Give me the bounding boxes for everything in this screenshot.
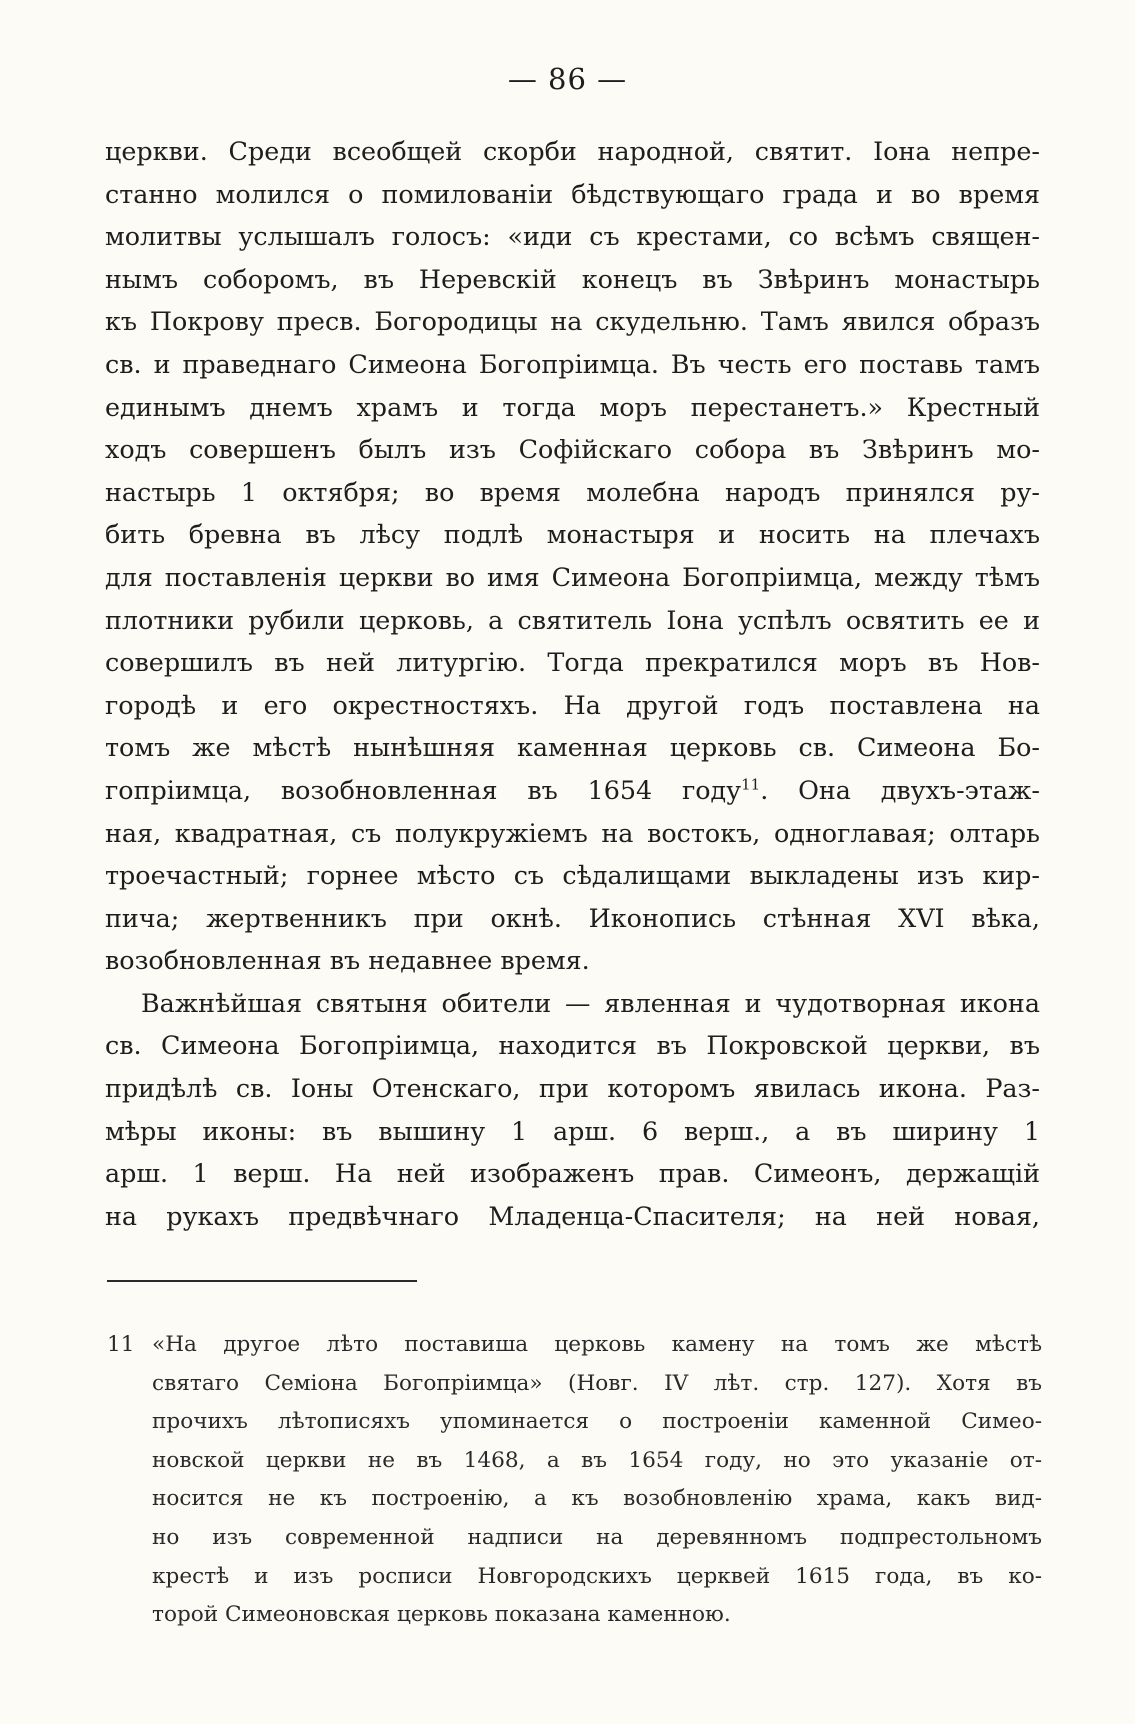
- footnote-line: носится не къ построенію, а къ возобновленію храма, какъ вид-: [152, 1486, 1042, 1512]
- footnote-line: но изъ современной надписи на деревянномъ подпрестольномъ: [152, 1524, 1042, 1550]
- text-line: бить бревна въ лѣсу подлѣ монастыря и носить на плечахъ: [105, 519, 1040, 550]
- text-line-with-footnote-ref: [105, 769, 1040, 812]
- text-line: томъ же мѣстѣ нынѣшняя каменная церковь св. Симеона Бо-: [105, 732, 1040, 763]
- footnote-line: крестѣ и изъ росписи Новгородскихъ церквей 1615 года, въ ко-: [152, 1563, 1042, 1589]
- text-line: городѣ и его окрестностяхъ. На другой годъ поставлена на: [105, 689, 1040, 720]
- footnote-reference: 11: [741, 775, 761, 794]
- footnote: [107, 1326, 1042, 1635]
- body-text: [105, 130, 1040, 1237]
- text-line: придѣлѣ св. Іоны Отенскаго, при которомъ явилась икона. Раз-: [105, 1073, 1040, 1104]
- text-line: на рукахъ предвѣчнаго Младенца-Спасителя; на ней новая,: [105, 1200, 1040, 1231]
- footnote-marker: 11: [107, 1332, 135, 1357]
- text-line: плотники рубили церковь, а святитель Іона успѣлъ освятить ее и: [105, 604, 1040, 635]
- text-line: къ Покрову пресв. Богородицы на скудельню. Тамъ явился образъ: [105, 306, 1040, 337]
- text-line: пича; жертвенникъ при окнѣ. Иконопись стѣнная XVI вѣка,: [105, 902, 1040, 933]
- footnote-line: торой Симеоновская церковь показана каменною.: [152, 1602, 731, 1628]
- text-line: мѣры иконы: въ вышину 1 арш. 6 верш., а въ ширину 1: [105, 1115, 1040, 1146]
- text-line-end: . Она двухъ-этаж-: [760, 774, 1040, 805]
- text-line: св. и праведнаго Симеона Богопріимца. Въ честь его поставь тамъ: [105, 348, 1040, 379]
- text-line: арш. 1 верш. На ней изображенъ прав. Симеонъ, держащій: [105, 1158, 1040, 1189]
- text-line: возобновленная въ недавнее время.: [105, 945, 590, 976]
- text-line: совершилъ въ ней литургію. Тогда прекратился моръ въ Нов-: [105, 647, 1040, 678]
- footnote-text: [152, 1326, 1042, 1635]
- footnote-line: «На другое лѣто поставиша церковь камену на томъ же мѣстѣ: [152, 1332, 1042, 1357]
- text-line: св. Симеона Богопріимца, находится въ Покровской церкви, въ: [105, 1030, 1040, 1061]
- text-line: церкви. Среди всеобщей скорби народной, святит. Іона непре-: [105, 136, 1040, 166]
- page-number: — 86 —: [507, 62, 628, 96]
- text-line: ходъ совершенъ былъ изъ Софійскаго собора въ Звѣринъ мо-: [105, 434, 1040, 465]
- footnote-line: прочихъ лѣтописяхъ упоминается о построеніи каменной Симео-: [152, 1409, 1042, 1435]
- footnote-line: новской церкви не въ 1468, а въ 1654 году, но это указаніе от-: [152, 1447, 1042, 1473]
- text-line: Важнѣйшая святыня обители — явленная и чудотворная икона: [141, 987, 1040, 1018]
- text-line: станно молился о помилованіи бѣдствующаго града и во время: [105, 178, 1040, 209]
- text-line: ная, квадратная, съ полукружіемъ на востокъ, одноглавая; олтарь: [105, 817, 1040, 848]
- text-line-start: гопріимца, возобновленная въ 1654 году: [105, 774, 742, 805]
- text-line: единымъ днемъ храмъ и тогда моръ перестанетъ.» Крестный: [105, 391, 1040, 422]
- footnote-line: святаго Семіона Богопріимца» (Новг. IV лѣт. стр. 127). Хотя въ: [152, 1370, 1042, 1396]
- footnote-divider: [107, 1280, 417, 1282]
- text-line: молитвы услышалъ голосъ: «иди съ крестами, со всѣмъ священ-: [105, 221, 1040, 252]
- text-line: настырь 1 октября; во время молебна народъ принялся ру-: [105, 476, 1040, 507]
- text-line: для поставленія церкви во имя Симеона Богопріимца, между тѣмъ: [105, 561, 1040, 592]
- text-line: троечастный; горнее мѣсто съ сѣдалищами выкладены изъ кир-: [105, 860, 1040, 891]
- text-line: нымъ соборомъ, въ Неревскій конецъ въ Звѣринъ монастырь: [105, 263, 1040, 294]
